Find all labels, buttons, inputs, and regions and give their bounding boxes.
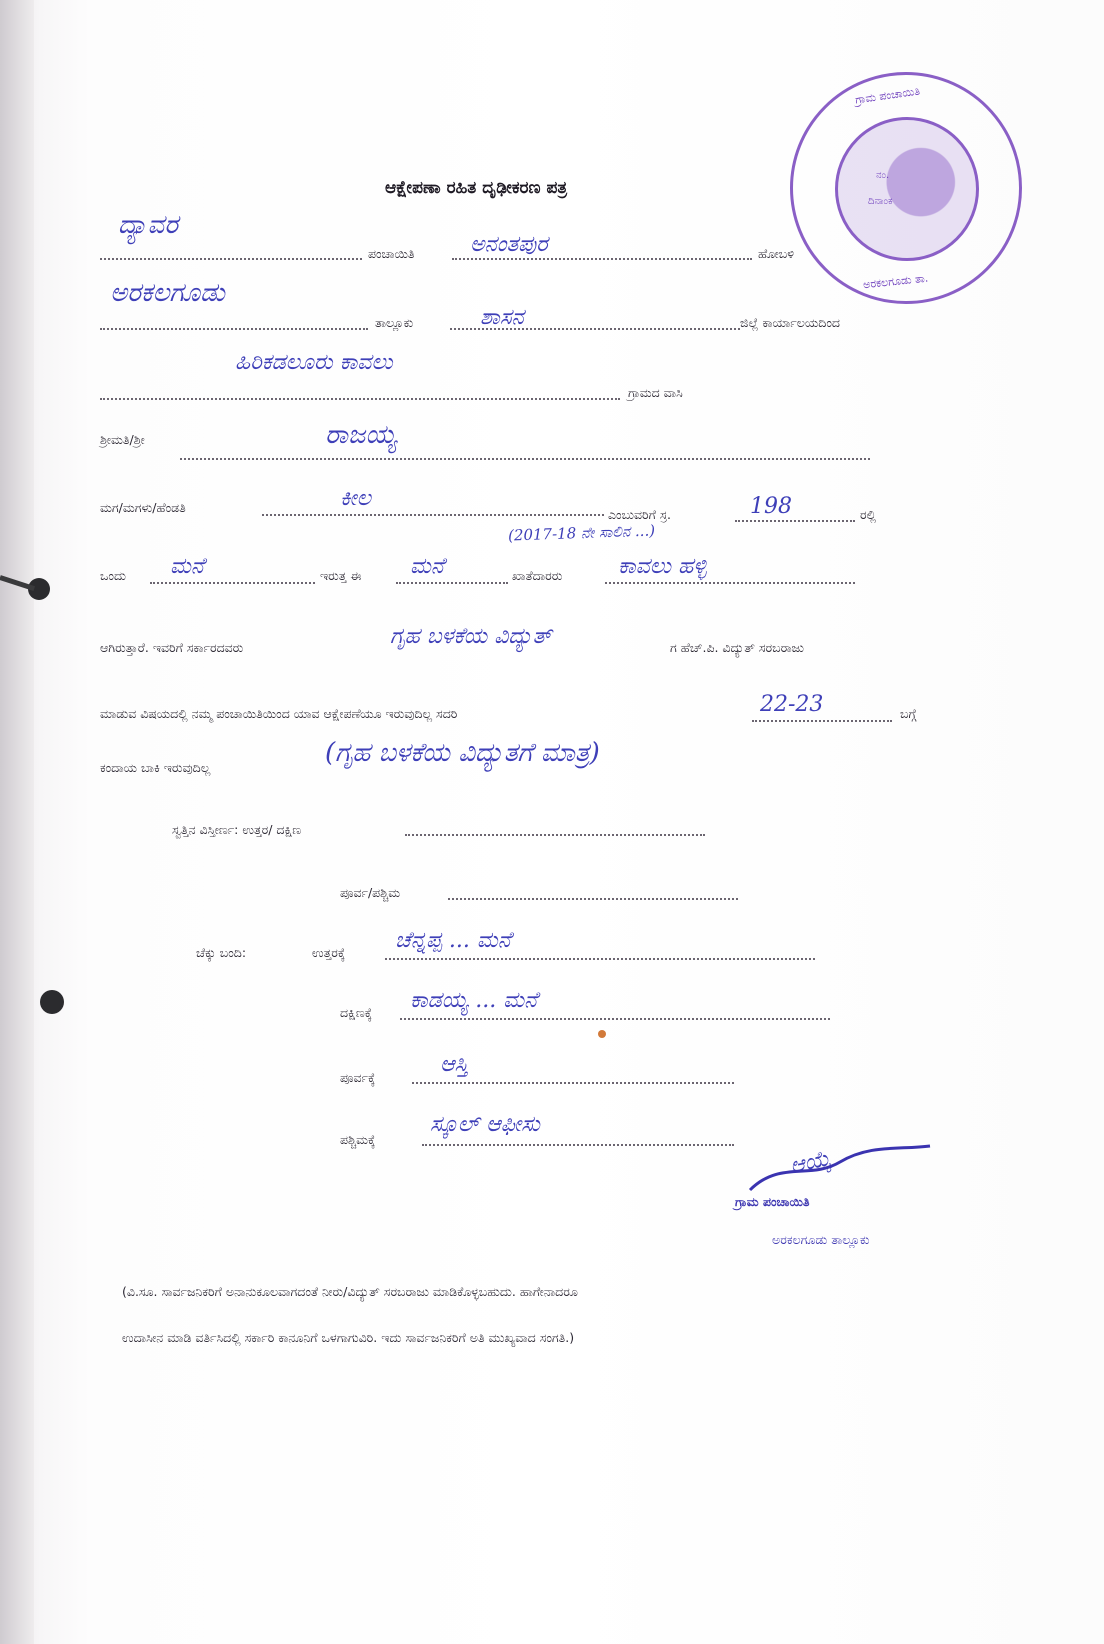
label-number: ಎಂಬುವರಿಗೆ ಸ್ರ. (608, 507, 671, 522)
purpose-value: ಗೃಹ ಬಳಕೆಯ ವಿದ್ಯುತ್ (390, 624, 552, 649)
ondu-value: ಮನೆ (170, 554, 205, 579)
label-tax-due: ಕಂದಾಯ ಬಾಕಿ ಇರುವುದಿಲ್ಲ (100, 760, 211, 775)
stamp-top-text: ಗ್ರಾಮ ಪಂಚಾಯಿತಿ (854, 84, 921, 107)
signature-stroke (740, 1140, 940, 1200)
field-gram-value: ದ್ಯಾವರ (118, 210, 179, 240)
dotted-line (262, 514, 604, 516)
number-value: 198 (750, 494, 792, 519)
dotted-line (605, 582, 855, 584)
dotted-line (150, 582, 315, 584)
label-south: ದಕ್ಷಿಣಕ್ಕೆ (340, 1005, 373, 1020)
panchayat-seal-stamp (790, 72, 1022, 304)
label-west: ಪಶ್ಚಿಮಕ್ಕೆ (340, 1132, 376, 1147)
label-relation: ಮಗ/ಮಗಳು/ಹೆಂಡತಿ (100, 500, 186, 515)
label-north: ಉತ್ತರಕ್ಕೆ (312, 945, 346, 960)
dotted-line (752, 720, 892, 722)
dotted-line (405, 834, 705, 836)
document-title: ಆಕ್ಷೇಪಣಾ ರಹಿತ ದೃಢೀಕರಣ ಪತ್ರ (385, 178, 568, 198)
label-village-resident: ಗ್ರಾಮದ ವಾಸಿ (628, 385, 683, 400)
signature-line2: ಅರಕಲಗೂಡು ತಾಲ್ಲೂಕು (772, 1232, 870, 1247)
label-line-govt: ಆಗಿರುತ್ತಾರೆ. ಇವರಿಗೆ ಸರ್ಕಾರದವರು (100, 640, 244, 655)
label-hobli: ಹೋಬಳಿ (758, 246, 795, 261)
label-iruttha: ಇರುತ್ತ ಈ (320, 568, 362, 583)
dotted-line (396, 582, 508, 584)
label-taluk: ತಾಲ್ಲೂಕು (375, 315, 414, 330)
dotted-line (100, 398, 620, 400)
dotted-line (385, 958, 815, 960)
west-value: ಸ್ಕೂಲ್ ಆಫೀಸು (430, 1112, 540, 1137)
footer-note-line1: (ವಿ.ಸೂ. ಸಾರ್ವಜನಿಕರಿಗೆ ಅನಾನುಕೂಲವಾಗದಂತೆ ನೀರು/ವಿದ್ಯುತ್ ಸರಬರಾಜು ಮಾಡಿಕೊಳ್ಳಬಹುದು. ಹಾಗೇನಾದರೂ (122, 1284, 578, 1299)
label-hp-supply: ಗ ಹೆಚ್.ಪಿ. ವಿದ್ಯುತ್ ಸರಬರಾಜು (670, 640, 805, 655)
village-value: ಹಿರಿಕಡಲೂರು ಕಾವಲು (235, 350, 393, 375)
label-ondu: ಒಂದು (100, 568, 126, 583)
label-area-ew: ಪೂರ್ವ/ಪಶ್ಚಿಮ (340, 885, 401, 900)
label-area-ns: ಸ್ವತ್ತಿನ ವಿಸ್ತೀರ್ಣ: ಉತ್ತರ/ ದಕ್ಷಿಣ (172, 822, 302, 837)
label-khatedararu: ಖಾತೆದಾರರು (512, 568, 563, 583)
stamp-bottom-text: ಅರಕಲಗೂಡು ತಾ. (862, 271, 929, 292)
label-boundary: ಚೆಕ್ಕು ಬಂದಿ: (196, 945, 247, 960)
dotted-line (100, 258, 362, 260)
year-note-value: (2017-18 ನೇ ಸಾಲಿನ ...) (507, 521, 656, 545)
label-district-office: ಜಿಲ್ಲೆ ಕಾರ್ಯಾಲಯದಿಂದ (740, 315, 840, 330)
label-ralli: ರಲ್ಲಿ (860, 507, 877, 522)
dotted-line (452, 258, 752, 260)
punch-hole-bottom (40, 990, 64, 1014)
dotted-line (450, 328, 740, 330)
label-no-objection: ಮಾಡುವ ವಿಷಯದಲ್ಲಿ ನಮ್ಮ ಪಂಚಾಯಿತಿಯಿಂದ ಯಾವ ಆಕ್ಷೇಪಣೆಯೂ ಇರುವುದಿಲ್ಲ ಸದರಿ (100, 706, 458, 721)
tax-note-value: (ಗೃಹ ಬಳಕೆಯ ವಿದ್ಯುತಗೆ ಮಾತ್ರ) (325, 738, 600, 768)
dotted-line (180, 458, 870, 460)
stamp-inner-ring (835, 117, 979, 261)
signature-scribble: ಆಯ್ಕೆ (787, 1146, 834, 1179)
east-value: ಆಸ್ತಿ (440, 1052, 469, 1077)
stamp-no-label: ನಂ. (876, 170, 890, 181)
south-value: ಕಾಡಯ್ಯ ... ಮನೆ (410, 988, 538, 1013)
year-range-value: 22-23 (760, 692, 824, 717)
ink-dot (598, 1030, 606, 1038)
label-bagge: ಬಗ್ಗೆ (900, 706, 917, 721)
dotted-line (735, 520, 855, 522)
north-value: ಚೆನ್ನಪ್ಪ ... ಮನೆ (395, 928, 511, 953)
dotted-line (400, 1018, 830, 1020)
signature-line1: ಗ್ರಾಮ ಪಂಚಾಯಿತಿ (735, 1194, 810, 1209)
label-east: ಪೂರ್ವಕ್ಕೆ (340, 1070, 376, 1085)
binding-edge (0, 0, 34, 1644)
name-value: ರಾಜಯ್ಯ (325, 420, 397, 450)
relation-name-value: ಕೀಲ (340, 486, 371, 511)
panchayat-value: ಅನಂತಪುರ (470, 232, 548, 257)
stamp-date-label: ದಿನಾಂಕ (868, 196, 893, 207)
district-value: ಶಾಸನ (480, 305, 524, 330)
iruttha-value: ಮನೆ (410, 554, 445, 579)
label-shrimati-shri: ಶ್ರೀಮತಿ/ಶ್ರೀ (100, 432, 145, 447)
dotted-line (412, 1082, 734, 1084)
label-panchayat: ಪಂಚಾಯಿತಿ (368, 246, 415, 261)
dotted-line (100, 328, 368, 330)
khatedararu-value: ಕಾವಲು ಹಳ್ಳಿ (618, 554, 707, 579)
dotted-line (422, 1144, 734, 1146)
field-taluk-place-value: ಅರಕಲಗೂಡು (110, 278, 225, 308)
footer-note-line2: ಉದಾಸೀನ ಮಾಡಿ ವರ್ತಿಸಿದಲ್ಲಿ ಸರ್ಕಾರಿ ಕಾನೂನಿಗೆ ಒಳಗಾಗುವಿರಿ. ಇದು ಸಾರ್ವಜನಿಕರಿಗೆ ಅತಿ ಮುಖ್ಯವಾದ ಸಂಗತಿ.) (122, 1330, 575, 1345)
dotted-line (448, 898, 738, 900)
